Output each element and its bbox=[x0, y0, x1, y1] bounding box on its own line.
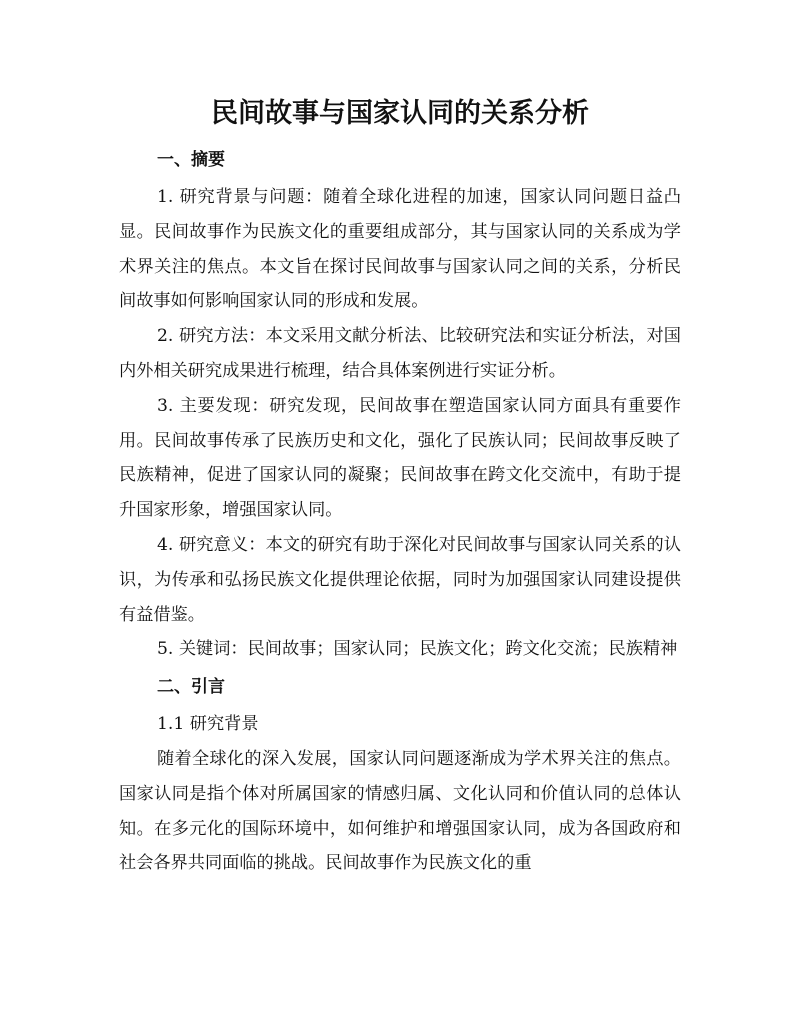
abstract-paragraph-background: 1. 研究背景与问题：随着全球化进程的加速，国家认同问题日益凸显。民间故事作为民族文化的重要组成部分，其与国家认同的关系成为学术界关注的焦点。本文旨在探讨民间故事与国家认同之间的关系，分析民间故事如何影响国家认同的形成和发展。 bbox=[119, 187, 681, 312]
abstract-paragraph-significance: 4. 研究意义：本文的研究有助于深化对民间故事与国家认同关系的认识，为传承和弘扬民族文化提供理论依据，同时为加强国家认同建设提供有益借鉴。 bbox=[119, 534, 681, 625]
subsection-heading-background: 1.1 研究背景 bbox=[157, 714, 259, 735]
abstract-paragraph-findings: 3. 主要发现：研究发现，民间故事在塑造国家认同方面具有重要作用。民间故事传承了民族历史和文化，强化了民族认同；民间故事反映了民族精神，促进了国家认同的凝聚；民间故事在跨文化交流中，有助于提升国家形象，增强国家认同。 bbox=[119, 395, 681, 521]
document-title: 民间故事与国家认同的关系分析 bbox=[211, 98, 589, 129]
introduction-paragraph: 随着全球化的深入发展，国家认同问题逐渐成为学术界关注的焦点。国家认同是指个体对所属国家的情感归属、文化认同和价值认同的总体认知。在多元化的国际环境中，如何维护和增强国家认同，成为各国政府和社会各界共同面临的挑战。民间故事作为民族文化的重 bbox=[119, 748, 681, 874]
abstract-paragraph-keywords: 5. 关键词：民间故事；国家认同；民族文化；跨文化交流；民族精神 bbox=[157, 639, 678, 660]
abstract-paragraph-methods: 2. 研究方法：本文采用文献分析法、比较研究法和实证分析法，对国内外相关研究成果进行梳理，结合具体案例进行实证分析。 bbox=[119, 326, 681, 381]
section-heading-abstract: 一、摘要 bbox=[157, 150, 225, 170]
section-heading-introduction: 二、引言 bbox=[157, 677, 225, 698]
